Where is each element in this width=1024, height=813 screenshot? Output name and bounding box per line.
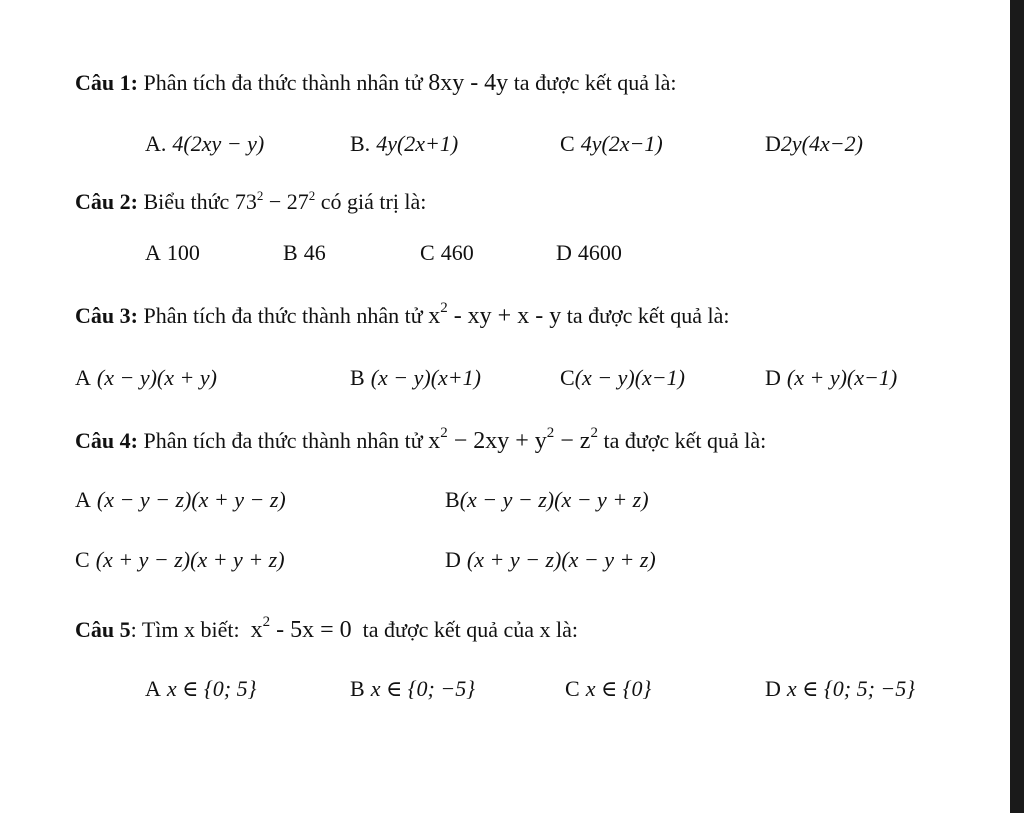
question-3-expression [428,300,562,329]
q2-option-b-expr: 46 [303,240,326,265]
question-4-text-after: ta được kết quả là: [603,428,767,453]
question-5-colon: : [130,617,137,642]
q4-option-b[interactable] [445,487,649,513]
question-3-text-after: ta được kết quả là: [566,303,730,328]
question-2 [75,189,426,215]
q4-option-a[interactable] [75,487,286,513]
q5-option-b-expr: x ∈ {0; −5} [370,676,476,701]
q1-option-a[interactable] [145,131,264,157]
q3-option-b-label: B [350,365,365,390]
q5-option-c[interactable] [565,676,651,702]
q1-option-c-expr: 4y(2x−1) [580,131,663,156]
question-3-exp: 2 [440,300,448,316]
question-2-text-after: có giá trị là: [320,189,427,214]
q3-option-d-label: D [765,365,781,390]
q2-option-c-expr: 460 [440,240,474,265]
q1-option-b[interactable] [350,131,458,157]
question-5-expression [250,614,352,643]
question-4-exp2: 2 [546,425,555,441]
q4-option-d[interactable] [445,547,656,573]
q4-option-d-expr: (x + y − z)(x − y + z) [466,547,656,572]
q2-option-d-expr: 4600 [577,240,622,265]
question-4-x: x [428,428,441,454]
q1-option-b-expr: 4y(2x+1) [376,131,459,156]
question-2-expression [235,189,315,214]
question-5-text: Tìm x biết: [141,617,240,642]
q3-option-b-expr: (x − y)(x+1) [370,365,481,390]
question-2-mid: − 27 [263,189,309,214]
question-5-x: x [250,617,263,643]
question-4-text: Phân tích đa thức thành nhân tử [143,428,423,453]
q3-option-a-expr: (x − y)(x + y) [96,365,217,390]
question-2-base1: 73 [234,189,257,214]
q3-option-c-expr: (x − y)(x−1) [574,365,685,390]
q5-option-a[interactable] [145,676,256,702]
q2-option-a-label: A [145,240,161,265]
q2-option-d-label: D [556,240,572,265]
question-2-exp2: 2 [308,188,316,203]
q4-option-a-label: A [75,487,91,512]
q4-option-b-expr: (x − y − z)(x − y + z) [459,487,649,512]
q1-option-c[interactable] [560,131,663,157]
q1-option-c-label: C [560,131,575,156]
question-3-label: Câu 3: [75,303,138,328]
question-1-label: Câu 1: [75,70,138,95]
question-2-label: Câu 2: [75,189,138,214]
question-4-mid1: − 2xy + y [447,428,547,454]
question-1 [75,70,677,97]
q5-option-a-label: A [145,676,161,701]
question-2-exp1: 2 [256,188,264,203]
q2-option-c-label: C [420,240,435,265]
q5-option-c-expr: x ∈ {0} [585,676,652,701]
q1-option-d-expr: 2y(4x−2) [780,131,863,156]
question-4-expression [428,425,598,454]
q5-option-b-label: B [350,676,365,701]
q5-option-d-expr: x ∈ {0; 5; −5} [786,676,916,701]
q3-option-b[interactable] [350,365,481,391]
question-4-exp3: 2 [590,425,598,441]
question-3-rest: - xy + x - y [447,303,562,329]
question-3-x: x [428,303,441,329]
q1-option-d[interactable] [765,131,863,157]
question-3 [75,300,730,330]
q4-option-b-label: B [445,487,460,512]
q4-option-d-label: D [445,547,461,572]
q1-option-b-label: B. [350,131,371,156]
q3-option-d-expr: (x + y)(x−1) [786,365,898,390]
question-1-text: Phân tích đa thức thành nhân tử [143,70,423,95]
question-4-mid2: − z [554,428,591,454]
question-4 [75,425,767,455]
q4-option-c[interactable] [75,547,285,573]
question-3-text: Phân tích đa thức thành nhân tử [143,303,423,328]
q3-option-a[interactable] [75,365,217,391]
question-4-exp1: 2 [440,425,448,441]
q2-option-d[interactable] [556,240,622,266]
question-5-text-after: ta được kết quả của x là: [362,617,579,642]
q5-option-b[interactable] [350,676,475,702]
question-1-expression: 8xy - 4y [428,70,509,96]
q5-option-c-label: C [565,676,580,701]
question-5-rest: - 5x = 0 [270,617,352,643]
q4-option-c-label: C [75,547,90,572]
q4-option-c-expr: (x + y − z)(x + y + z) [95,547,285,572]
question-1-text-after: ta được kết quả là: [513,70,677,95]
q3-option-d[interactable] [765,365,897,391]
q2-option-c[interactable] [420,240,474,266]
q3-option-a-label: A [75,365,91,390]
q5-option-d[interactable] [765,676,915,702]
q3-option-c[interactable] [560,365,685,391]
q2-option-a[interactable] [145,240,200,266]
question-2-text: Biểu thức [143,189,230,214]
question-5-label: Câu 5 [75,617,131,642]
question-4-label: Câu 4: [75,428,138,453]
q1-option-d-label: D [765,131,781,156]
q2-option-b-label: B [283,240,298,265]
question-5 [75,614,579,644]
q1-option-a-expr: 4(2xy − y) [172,131,265,156]
q5-option-d-label: D [765,676,781,701]
question-5-exp: 2 [262,614,271,630]
q1-option-a-label: A. [145,131,167,156]
q2-option-b[interactable] [283,240,326,266]
q5-option-a-expr: x ∈ {0; 5} [166,676,257,701]
q2-option-a-expr: 100 [166,240,200,265]
q3-option-c-label: C [560,365,575,390]
q4-option-a-expr: (x − y − z)(x + y − z) [96,487,286,512]
